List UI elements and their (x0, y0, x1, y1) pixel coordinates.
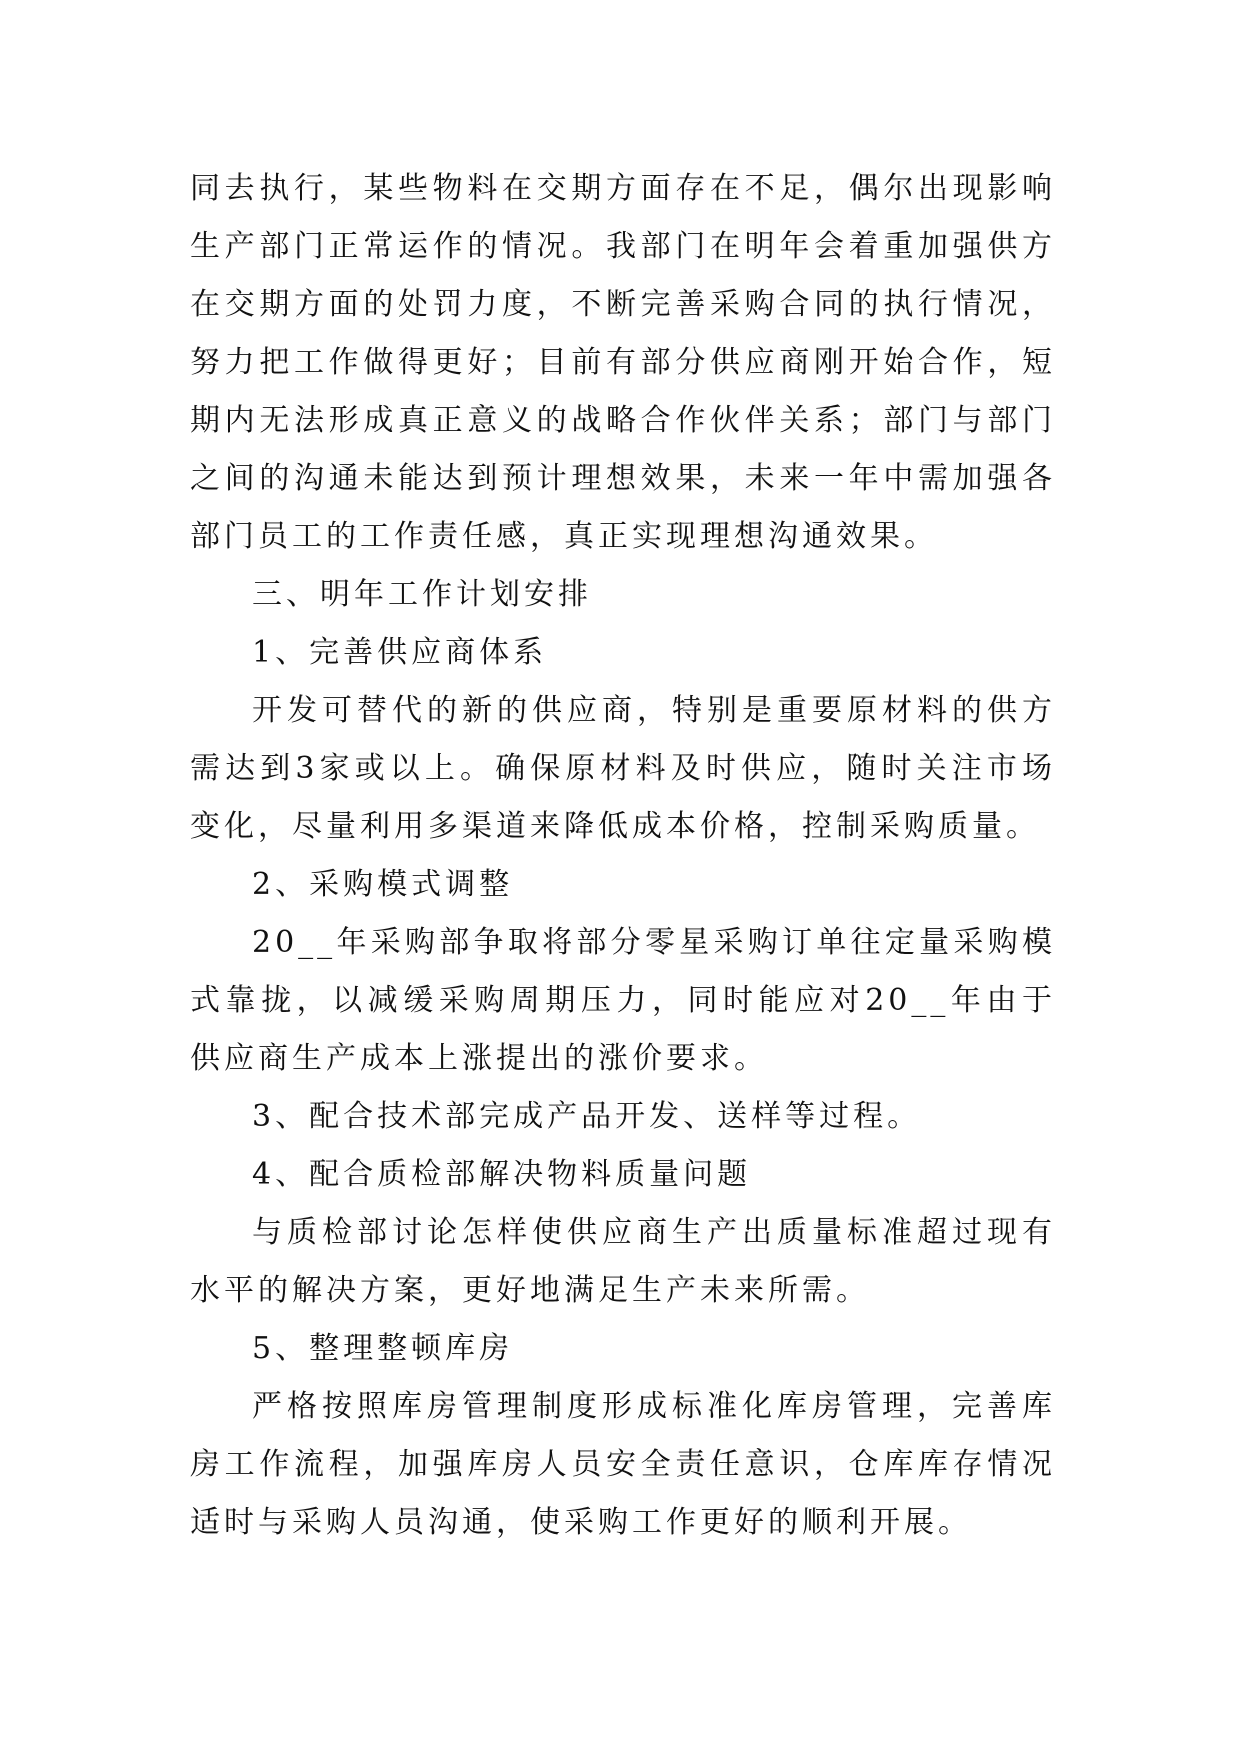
item-heading-1: 1、完善供应商体系 (252, 635, 548, 670)
paragraph-continued: 同去执行，某些物料在交期方面存在不足，偶尔出现影响生产部门正常运作的情况。我部门在明年会着重加强供方在交期方面的处罚力度，不断完善采购合同的执行情况，努力把工作做得更好；目前有部分供应商刚开始合作，短期内无法形成真正意义的战略合作伙伴关系；部门与部门之间的沟通未能达到预计理想效果，未来一年中需加强各部门员工的工作责任感，真正实现理想沟通效果。 (190, 171, 1056, 554)
item-heading-3: 3、配合技术部完成产品开发、送样等过程。 (252, 1099, 922, 1134)
item-body-1: 开发可替代的新的供应商，特别是重要原材料的供方需达到3家或以上。确保原材料及时供应，随时关注市场变化，尽量利用多渠道来降低成本价格，控制采购质量。 (190, 693, 1056, 844)
section-heading-plan: 三、明年工作计划安排 (252, 577, 592, 612)
document-body (190, 160, 1056, 1552)
item-heading-5: 5、整理整顿库房 (252, 1331, 514, 1366)
item-body-5: 严格按照库房管理制度形成标准化库房管理，完善库房工作流程，加强库房人员安全责任意识，仓库库存情况适时与采购人员沟通，使采购工作更好的顺利开展。 (190, 1389, 1056, 1540)
item-body-4: 与质检部讨论怎样使供应商生产出质量标准超过现有水平的解决方案，更好地满足生产未来所需。 (190, 1215, 1056, 1308)
item-body-2: 20__年采购部争取将部分零星采购订单往定量采购模式靠拢，以减缓采购周期压力，同时能应对20__年由于供应商生产成本上涨提出的涨价要求。 (190, 925, 1056, 1076)
item-heading-2: 2、采购模式调整 (252, 867, 514, 902)
item-heading-4: 4、配合质检部解决物料质量问题 (252, 1157, 752, 1192)
